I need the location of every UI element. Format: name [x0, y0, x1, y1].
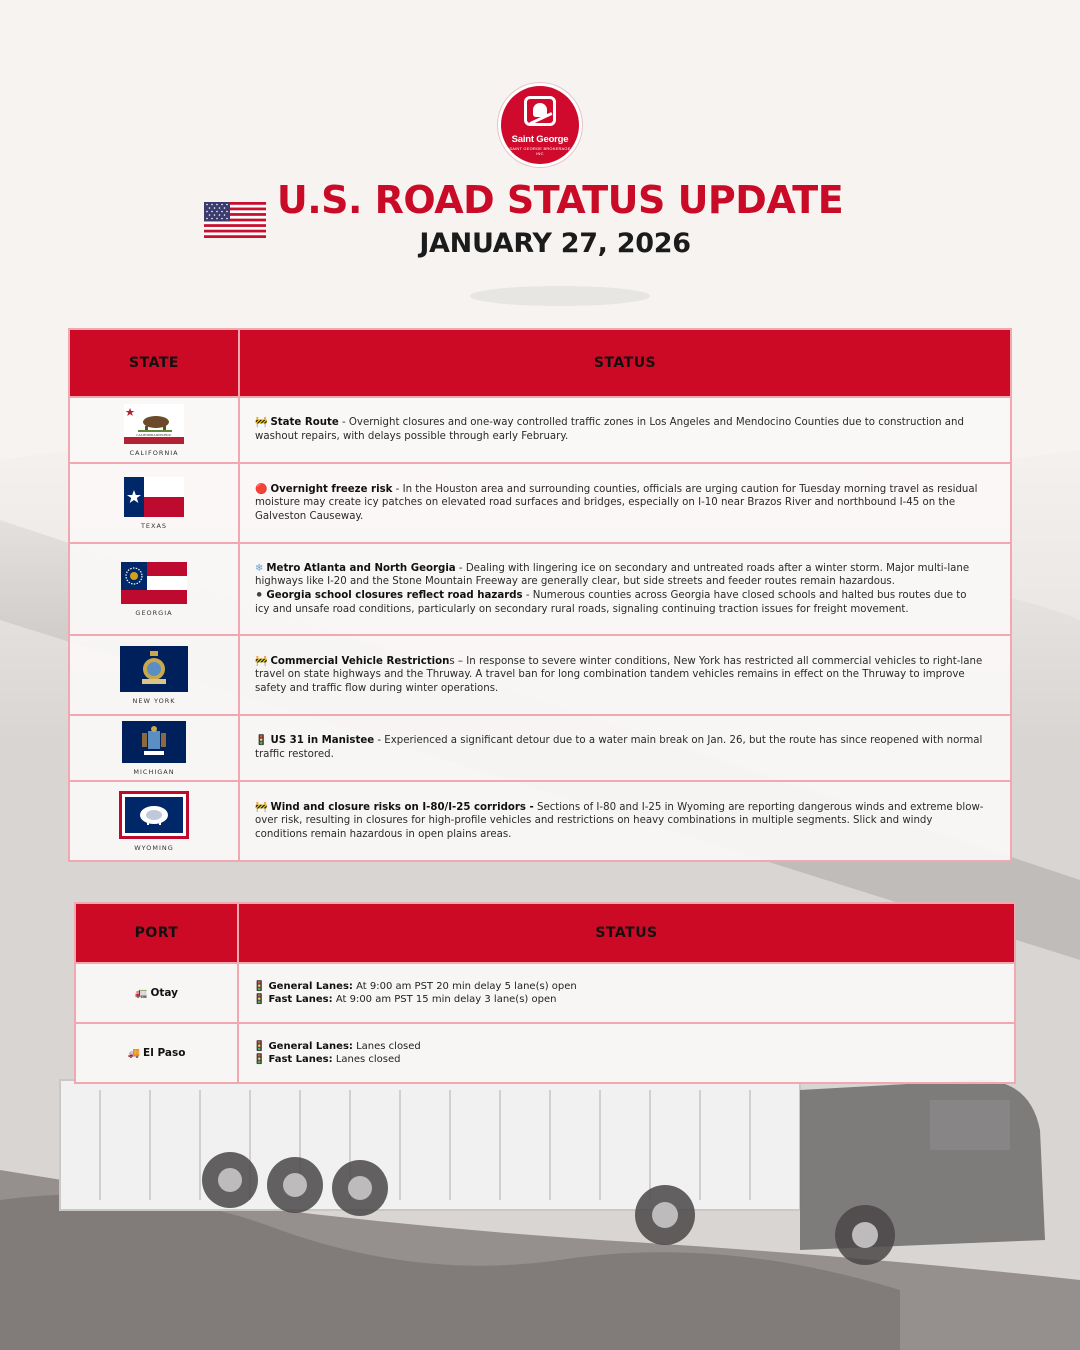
new-york-flag-icon [120, 646, 188, 692]
brand-name: Saint George [511, 134, 569, 145]
state-name: WYOMING [134, 843, 174, 852]
status-heading: Commercial Vehicle Restriction [270, 655, 450, 667]
table-row-georgia [70, 542, 1010, 634]
traffic-light-icon: 🚦 [255, 735, 268, 747]
brand-logo [501, 86, 579, 164]
status-text: Sections of I-80 and I-25 in Wyoming are reporting dangerous winds and extreme blow-over risk, resulting in closures for high-profile vehicles and restrictions on heavy combinations in multiple segments. Slick and windy conditions remain hazardous in open plains areas. [255, 801, 984, 840]
traffic-light-icon: 🚦 [253, 1040, 266, 1052]
states-table-header [70, 330, 1010, 396]
port-status-line [253, 1040, 988, 1054]
status-text: - Numerous counties across Georgia have closed schools and halted bus routes due to icy and unsafe road conditions, particularly on secondary rural roads, signaling continuing traction issues for freight movement. [255, 590, 967, 615]
status-heading: Overnight freeze risk [270, 483, 393, 495]
california-flag-text: CALIFORNIA REPUBLIC [136, 432, 172, 437]
texas-flag-icon [124, 477, 184, 517]
port-name: El Paso [143, 1047, 186, 1059]
col-status-header: STATUS [593, 355, 657, 371]
status-entry [255, 483, 984, 524]
delivery-truck-icon: 🚚 [127, 1047, 141, 1059]
port-status-line [253, 980, 988, 994]
status-heading: Metro Atlanta and North Georgia [266, 562, 456, 574]
status-entry [255, 734, 984, 761]
table-row-california [70, 396, 1010, 462]
school-closure-icon: ⚫ [255, 590, 264, 601]
construction-barrier-icon: 🚧 [255, 801, 268, 813]
status-entry [255, 589, 984, 616]
status-entry [255, 562, 984, 589]
traffic-light-icon: 🚦 [253, 1054, 266, 1065]
lane-status: At 9:00 am PST 15 min delay 3 lane(s) open [332, 994, 557, 1005]
status-heading: Georgia school closures reflect road hazards [266, 590, 523, 601]
state-name: CALIFORNIA [129, 448, 179, 457]
lane-type: Fast Lanes: [268, 994, 333, 1005]
traffic-light-icon: 🚦 [253, 980, 266, 992]
lane-status: At 9:00 am PST 20 min delay 5 lane(s) open [352, 980, 577, 992]
st-george-emblem-icon [524, 96, 556, 126]
ports-table-header [76, 904, 1014, 962]
page-title: U.S. ROAD STATUS UPDATE [276, 178, 844, 222]
status-text: - Experienced a significant detour due to a water main break on Jan. 26, but the route has since reopened with normal traffic restored. [255, 735, 983, 760]
construction-barrier-icon: 🚧 [255, 417, 268, 429]
georgia-flag-icon [121, 562, 187, 604]
construction-barrier-icon: 🚧 [255, 655, 268, 667]
california-flag-icon [124, 404, 184, 444]
ports-table [74, 902, 1016, 1084]
michigan-flag-icon [122, 721, 186, 763]
traffic-light-icon: 🚦 [253, 994, 266, 1005]
status-text: s – In response to severe winter conditions, New York has restricted all commercial vehicles to right-lane travel on state highways and the Thruway. A travel ban for long combination tandem vehicles remains in effect on the Thruway to improve safety and traffic flow during winter operations. [255, 655, 983, 694]
truck-icon: 🚛 [134, 987, 148, 999]
status-entry [255, 655, 984, 696]
lane-type: Fast Lanes: [268, 1054, 333, 1065]
table-row-new-york [70, 634, 1010, 714]
port-status-line [253, 1053, 988, 1067]
lane-type: General Lanes: [268, 1040, 353, 1052]
wyoming-flag-icon [119, 791, 189, 839]
col-status-header: STATUS [595, 925, 658, 941]
port-name: Otay [150, 987, 178, 999]
status-heading: State Route [270, 417, 339, 429]
port-status-line [253, 993, 988, 1007]
state-name: MICHIGAN [133, 767, 175, 776]
brand-tagline: SAINT GEORGE BROKERAGE INC [509, 146, 571, 156]
red-circle-icon: 🔴 [255, 483, 268, 495]
snowflake-icon: ❄ [255, 562, 264, 574]
lane-status: Lanes closed [332, 1054, 401, 1065]
table-row-texas [70, 462, 1010, 542]
col-state-header: STATE [70, 330, 240, 396]
col-port-header: PORT [76, 904, 239, 962]
states-table [68, 328, 1012, 862]
lane-status: Lanes closed [352, 1040, 421, 1052]
status-text: - Dealing with lingering ice on secondary and untreated roads after a winter storm. Major multi-lane highways like I-20 and the Stone Mountain Freeway are generally clear, but side streets and feeder routes remain hazardous. [255, 562, 970, 588]
table-row-el-paso [76, 1022, 1014, 1082]
status-heading: Wind and closure risks on I-80/I-25 corridors - [270, 801, 534, 813]
table-row-wyoming [70, 780, 1010, 860]
status-text: - In the Houston area and surrounding counties, officials are urging caution for Tuesday morning travel as residual moisture may create icy patches on elevated road surfaces and bridges, especially on I-10 near Brazos River and northbound I-45 on the Galveston Causeway. [255, 483, 978, 522]
table-row-michigan [70, 714, 1010, 780]
status-text: - Overnight closures and one-way controlled traffic zones in Los Angeles and Mendocino Counties due to construction and washout repairs, with delays possible through early February. [255, 417, 964, 442]
status-heading: US 31 in Manistee [270, 735, 375, 747]
state-name: TEXAS [140, 521, 168, 530]
lane-type: General Lanes: [268, 980, 353, 992]
page-date: JANUARY 27, 2026 [419, 228, 691, 259]
table-row-otay [76, 962, 1014, 1022]
state-name: GEORGIA [135, 608, 173, 617]
state-name: NEW YORK [132, 696, 176, 705]
status-entry [255, 416, 984, 443]
status-entry [255, 801, 984, 842]
